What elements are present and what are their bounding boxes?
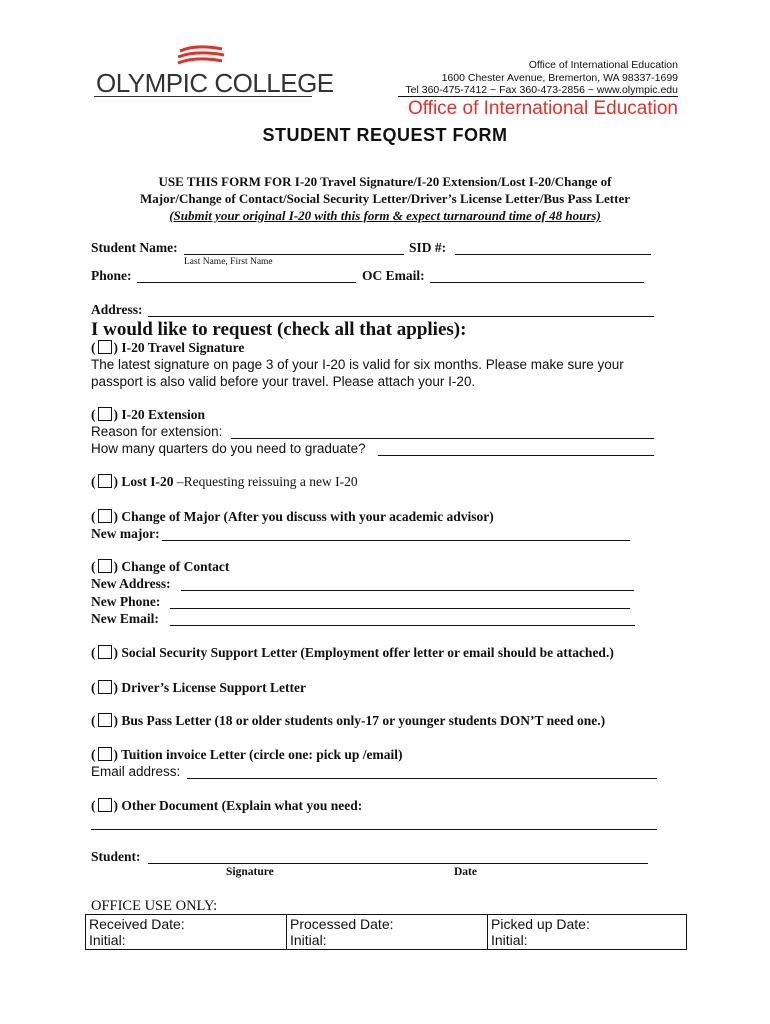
- logo-wave-icon: [176, 44, 226, 70]
- other-label: Other Document (Explain what you need:: [121, 798, 363, 813]
- request-heading: I would like to request (check all that applies):: [91, 319, 467, 340]
- drivers-label: Driver’s License Support Letter: [121, 680, 306, 695]
- address-label: Address:: [91, 302, 143, 317]
- ssn-option[interactable]: ( ) Social Security Support Letter (Employment offer letter or email should be attached.): [91, 645, 614, 660]
- major-label: Change of Major (After you discuss with your academic advisor): [121, 509, 494, 524]
- extension-option[interactable]: ( ) I-20 Extension: [91, 407, 206, 422]
- date-hint: Date: [454, 866, 477, 878]
- tuition-checkbox[interactable]: [98, 747, 112, 761]
- sid-label: SID #:: [409, 240, 447, 255]
- lost-option[interactable]: ( ) Lost I-20 –Requesting reissuing a new I-20: [91, 474, 358, 489]
- new-phone-field[interactable]: [170, 608, 630, 609]
- phone-label: Phone:: [91, 268, 132, 283]
- new-phone-label: New Phone:: [91, 594, 161, 609]
- ssn-label: Social Security Support Letter (Employment offer letter or email should be attached.): [121, 645, 614, 660]
- office-use-heading: OFFICE USE ONLY:: [91, 898, 218, 914]
- processed-date-label: Processed Date:: [290, 916, 394, 932]
- new-major-field[interactable]: [162, 540, 630, 541]
- major-checkbox[interactable]: [98, 509, 112, 523]
- picked-up-initial-label: Initial:: [491, 932, 528, 948]
- form-title: STUDENT REQUEST FORM: [262, 125, 508, 145]
- student-signature-label: Student:: [91, 849, 141, 864]
- tuition-option[interactable]: ( ) Tuition invoice Letter (circle one: pick up /email): [91, 747, 403, 762]
- quarters-label: How many quarters do you need to graduate?: [91, 441, 366, 456]
- instructions-line-1: USE THIS FORM FOR I-20 Travel Signature/I-20 Extension/Lost I-20/Change of: [158, 174, 612, 189]
- extension-label: I-20 Extension: [121, 407, 206, 422]
- office-address: [405, 59, 678, 97]
- instructions-line-3: (Submit your original I-20 with this form & expect turnaround time of 48 hours): [169, 208, 601, 223]
- bus-option[interactable]: ( ) Bus Pass Letter (18 or older students only-17 or younger students DON’T need one.): [91, 713, 606, 728]
- tuition-email-field[interactable]: [187, 778, 657, 779]
- address-line-2: 1600 Chester Avenue, Bremerton, WA 98337-1699: [441, 71, 678, 84]
- student-name-label: Student Name:: [91, 240, 178, 255]
- signature-hint: Signature: [226, 866, 274, 878]
- drivers-option[interactable]: ( ) Driver’s License Support Letter: [91, 680, 306, 695]
- signature-field[interactable]: [148, 863, 648, 864]
- other-explain-field[interactable]: [91, 829, 657, 830]
- header-divider: [398, 96, 678, 97]
- tuition-label: Tuition invoice Letter (circle one: pick up /email): [121, 747, 403, 762]
- ssn-checkbox[interactable]: [98, 645, 112, 659]
- extension-reason-field[interactable]: [231, 438, 654, 439]
- travel-desc-1: The latest signature on page 3 of your I-20 is valid for six months. Please make sure your: [91, 357, 624, 372]
- office-use-table: [85, 914, 687, 950]
- logo-text: OLYMPIC COLLEGE: [96, 68, 334, 98]
- received-initial-label: Initial:: [89, 932, 126, 948]
- new-major-label: New major:: [91, 526, 160, 541]
- new-email-label: New Email:: [91, 611, 159, 626]
- oc-email-field[interactable]: [430, 282, 644, 283]
- drivers-checkbox[interactable]: [98, 680, 112, 694]
- student-name-hint: Last Name, First Name: [184, 257, 273, 267]
- bus-label: Bus Pass Letter (18 or older students only-17 or younger students DON’T need one.): [121, 713, 606, 728]
- contact-checkbox[interactable]: [98, 559, 112, 573]
- lost-checkbox[interactable]: [98, 474, 112, 488]
- travel-checkbox[interactable]: [98, 340, 112, 354]
- bus-checkbox[interactable]: [98, 713, 112, 727]
- student-name-field[interactable]: [184, 254, 404, 255]
- new-address-label: New Address:: [91, 576, 171, 591]
- address-line-1: Office of International Education: [528, 59, 678, 71]
- office-cell-processed: [287, 915, 488, 950]
- contact-option[interactable]: ( ) Change of Contact: [91, 559, 230, 574]
- extension-reason-label: Reason for extension:: [91, 424, 223, 439]
- address-field[interactable]: [148, 316, 654, 317]
- contact-label: Change of Contact: [121, 559, 230, 574]
- instructions-line-2: Major/Change of Contact/Social Security Letter/Driver’s License Letter/Bus Pass Letter: [139, 191, 630, 206]
- lost-label: Lost I-20: [121, 474, 174, 489]
- new-email-field[interactable]: [170, 625, 635, 626]
- received-date-label: Received Date:: [89, 916, 185, 932]
- quarters-field[interactable]: [378, 455, 654, 456]
- major-option[interactable]: ( ) Change of Major (After you discuss with your academic advisor): [91, 509, 494, 524]
- office-title: Office of International Education: [407, 98, 678, 119]
- oc-email-label: OC Email:: [362, 268, 425, 283]
- office-cell-picked-up: [488, 915, 687, 950]
- travel-label: I-20 Travel Signature: [121, 340, 245, 355]
- other-checkbox[interactable]: [98, 798, 112, 812]
- lost-desc: –Requesting reissuing a new I-20: [176, 474, 358, 489]
- travel-signature-option[interactable]: ( ) I-20 Travel Signature: [91, 340, 245, 355]
- address-line-3: Tel 360-475-7412 ~ Fax 360-473-2856 ~ www.olympic.edu: [405, 84, 678, 96]
- processed-initial-label: Initial:: [290, 932, 327, 948]
- tuition-email-label: Email address:: [91, 764, 181, 779]
- logo-underline: [94, 96, 312, 97]
- sid-field[interactable]: [455, 254, 651, 255]
- phone-field[interactable]: [137, 282, 356, 283]
- picked-up-date-label: Picked up Date:: [491, 916, 590, 932]
- other-option[interactable]: ( ) Other Document (Explain what you need:: [91, 798, 363, 813]
- new-address-field[interactable]: [181, 590, 634, 591]
- travel-desc-2: passport is also valid before your travel. Please attach your I-20.: [91, 374, 476, 389]
- office-cell-received: [86, 915, 287, 950]
- extension-checkbox[interactable]: [98, 407, 112, 421]
